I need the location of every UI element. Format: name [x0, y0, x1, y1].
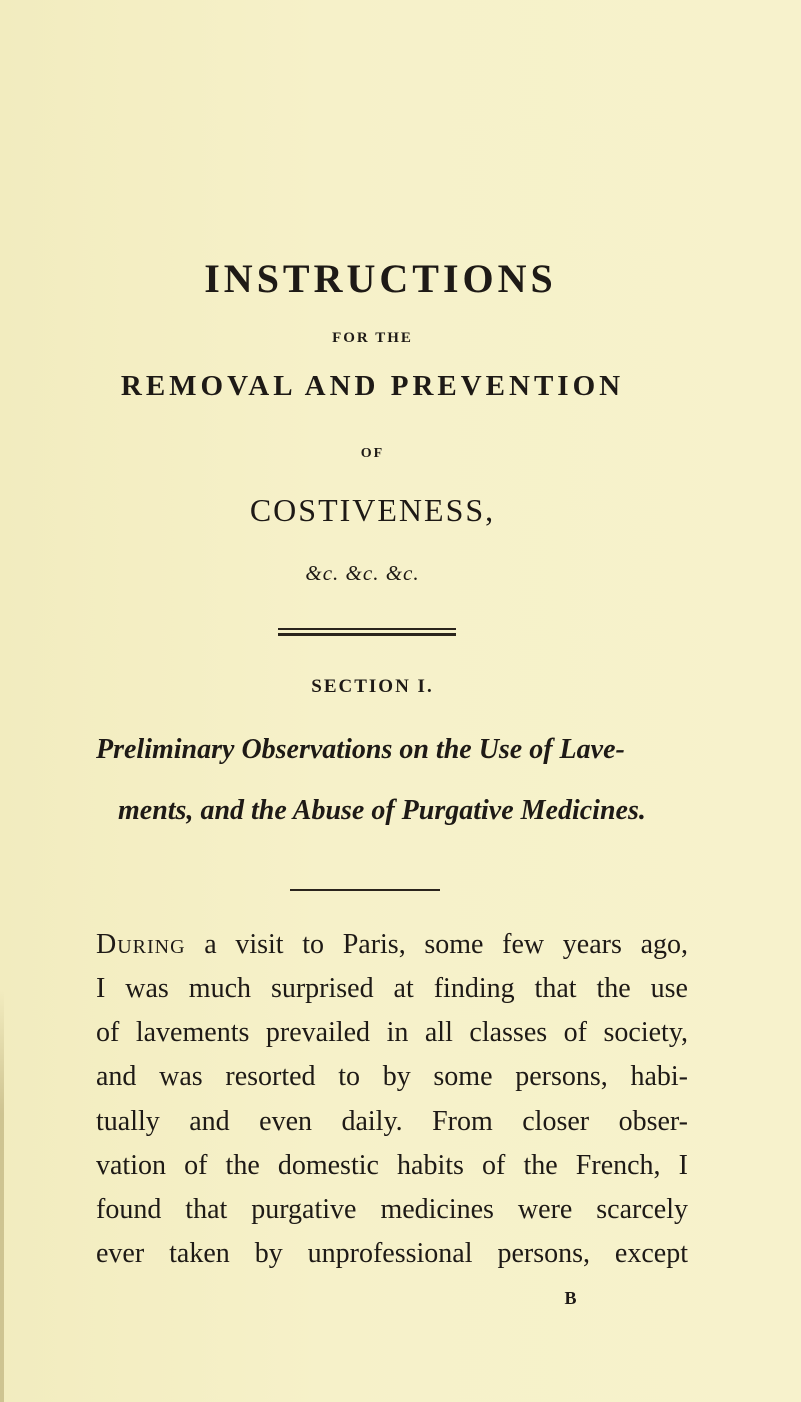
lead-word: During: [96, 929, 186, 960]
section-subtitle-line-1: Preliminary Observations on the Use of Lave-: [96, 734, 625, 765]
body-line-1-rest: a visit to Paris, some few years ago,: [185, 929, 688, 960]
title-instructions: INSTRUCTIONS: [204, 256, 557, 301]
short-rule-divider: [290, 889, 440, 891]
title-etc: &c. &c. &c.: [305, 561, 420, 585]
title-of: OF: [360, 446, 385, 461]
body-line-7: found that purgative medicines were scarcely: [96, 1194, 688, 1225]
double-rule-divider: [278, 628, 456, 636]
title-costiveness: COSTIVENESS,: [249, 492, 496, 528]
body-line-4: and was resorted to by some persons, habi-: [96, 1061, 688, 1092]
body-line-6: vation of the domestic habits of the French, I: [96, 1150, 688, 1181]
body-line-1: [96, 931, 688, 959]
title-removal-and-prevention: REMOVAL AND PREVENTION: [120, 370, 625, 402]
section-subtitle-line-2: ments, and the Abuse of Purgative Medicines.: [118, 795, 646, 826]
section-heading: SECTION I.: [311, 676, 434, 697]
body-line-8: ever taken by unprofessional persons, except: [96, 1238, 688, 1269]
body-line-5: tually and even daily. From closer obser-: [96, 1106, 688, 1137]
page-edge-shadow: [0, 990, 4, 1402]
signature-mark: B: [564, 1288, 577, 1308]
body-line-2: I was much surprised at finding that the use: [96, 973, 688, 1004]
title-for-the: FOR THE: [332, 330, 413, 346]
body-line-3: of lavements prevailed in all classes of society,: [96, 1017, 688, 1048]
